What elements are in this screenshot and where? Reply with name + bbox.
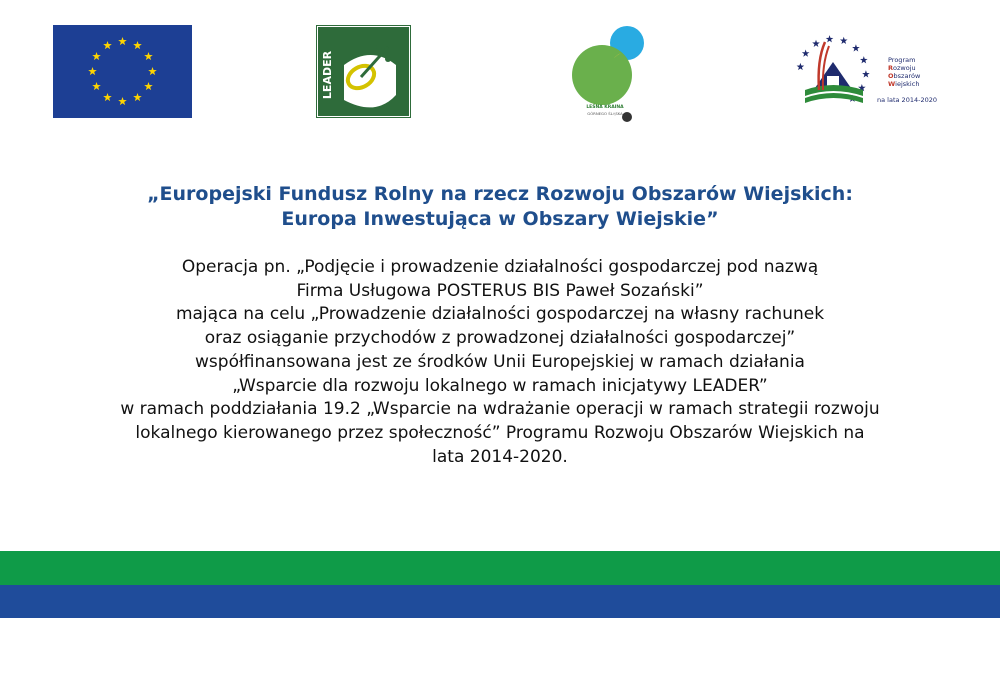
prow-star-icon bbox=[860, 56, 868, 63]
prow-star-icon bbox=[802, 50, 810, 57]
eu-star-icon bbox=[144, 82, 153, 90]
body-line: mająca na celu „Prowadzenie działalności gospodarczej na własny rachunek bbox=[175, 304, 825, 325]
eu-star-icon bbox=[118, 37, 127, 45]
operation-description bbox=[0, 256, 1000, 469]
leader-logo-icon bbox=[316, 25, 411, 118]
prow-title: Program Rozwoju Obszarów Wiejskich bbox=[888, 56, 921, 88]
eu-flag-icon bbox=[53, 25, 192, 118]
prow-star-icon bbox=[797, 63, 805, 70]
eu-star-icon bbox=[103, 93, 112, 101]
headline-line-2: Europa Inwestująca w Obszary Wiejskie” bbox=[281, 208, 719, 230]
prow-star-icon bbox=[812, 40, 820, 47]
footer-stripe-blue bbox=[0, 585, 1000, 618]
eu-star-icon bbox=[133, 93, 142, 101]
headline bbox=[0, 182, 1000, 232]
lgd-circles-icon bbox=[560, 25, 650, 125]
leader-logo bbox=[316, 25, 411, 118]
footer-stripe-green bbox=[0, 551, 1000, 585]
prow-logo-icon bbox=[793, 30, 873, 112]
eu-star-icon bbox=[88, 67, 97, 75]
eu-flag-logo bbox=[53, 25, 192, 118]
body-line: współfinansowana jest ze środków Unii Europejskiej w ramach działania bbox=[195, 351, 805, 372]
headline-line-1: „Europejski Fundusz Rolny na rzecz Rozwoju Obszarów Wiejskich: bbox=[147, 183, 853, 205]
body-line: Operacja pn. „Podjęcie i prowadzenie działalności gospodarczej pod nazwą bbox=[181, 257, 819, 277]
eu-star-icon bbox=[92, 82, 101, 90]
eu-star-icon bbox=[144, 52, 153, 60]
lgd-subtitle: GÓRNEGO ŚLĄSKA bbox=[587, 111, 623, 116]
eu-star-icon bbox=[92, 52, 101, 60]
prow-star-icon bbox=[862, 70, 870, 77]
body-line: w ramach poddziałania 19.2 „Wsparcie na wdrażanie operacji w ramach strategii rozwoju bbox=[120, 399, 880, 420]
leader-logo-text: LEADER bbox=[321, 50, 334, 100]
prow-star-icon bbox=[852, 44, 860, 51]
body-line: oraz osiąganie przychodów z prowadzonej działalności gospodarczej” bbox=[204, 328, 796, 349]
eu-star-icon bbox=[133, 41, 142, 49]
body-line: lata 2014-2020. bbox=[432, 446, 568, 467]
prow-logo bbox=[793, 30, 943, 112]
lgd-logo bbox=[560, 25, 650, 125]
body-line: Firma Usługowa POSTERUS BIS Paweł Sozański” bbox=[296, 280, 704, 301]
body-line: „Wsparcie dla rozwoju lokalnego w ramach inicjatywy LEADER” bbox=[232, 375, 768, 396]
eu-star-icon bbox=[103, 41, 112, 49]
body-line: lokalnego kierowanego przez społeczność” Programu Rozwoju Obszarów Wiejskich na bbox=[135, 422, 865, 443]
lgd-name: LEŚNA KRAINA bbox=[586, 105, 624, 110]
prow-star-icon bbox=[840, 37, 848, 44]
eu-star-icon bbox=[118, 97, 127, 105]
prow-star-icon bbox=[826, 35, 834, 42]
eu-star-icon bbox=[148, 67, 157, 75]
prow-period: na lata 2014-2020 bbox=[877, 96, 937, 104]
